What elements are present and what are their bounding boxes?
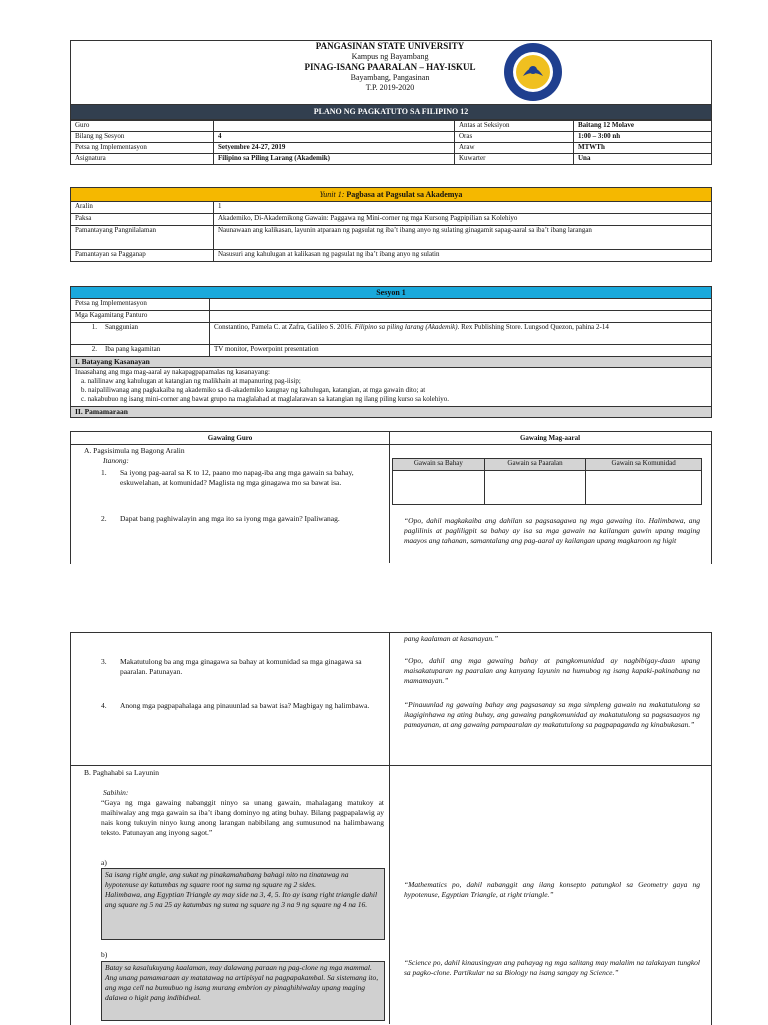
- school-name: PINAG-ISANG PAARALAN – HAY-ISKUL: [304, 62, 476, 72]
- gawain-header-paaralan: Gawain sa Paaralan: [484, 459, 586, 471]
- yunit-label: Paksa: [71, 214, 214, 226]
- info-label: Petsa ng Implementasyon: [71, 143, 214, 154]
- school-year: T.P. 2019-2020: [365, 83, 415, 92]
- iba-value: TV monitor, Powerpoint presentation: [210, 345, 712, 357]
- yunit-row: [71, 250, 712, 262]
- yunit-row: [71, 214, 712, 226]
- info-label: Asignatura: [71, 154, 214, 165]
- info-value-right: 1:00 – 3:00 nh: [574, 132, 712, 143]
- yunit-title-bar: [70, 187, 712, 202]
- sanggunian-publisher: Rex Publishing Store. Lungsod Quezon, pahina 2-14: [459, 323, 609, 331]
- row-divider-b: [70, 765, 712, 766]
- gawain-cell-komunidad: [586, 471, 702, 505]
- activity-b-label: B. Paghahabi sa Layunin: [84, 768, 159, 777]
- yunit-label: Aralin: [71, 202, 214, 214]
- info-value: 4: [214, 132, 455, 143]
- gawain-cell-paaralan: [484, 471, 586, 505]
- batayang-list: [75, 377, 707, 404]
- option-a-box: Sa isang right angle, ang sukat ng pinakamahabang bahagi nito na tinatawag na hypotenuse ay katumbas ng square root ng suma ng square ng 2 sides. Halimbawa, ang Egyptian Triangle ay may side na 3, 4, 5. Ito ay isang right triangle dahil ang square ng 5 na 25 ay katumbas ng suma ng square ng 3 na 9 ng square ng 4 na 16.: [101, 868, 385, 940]
- info-table: [70, 120, 712, 165]
- info-value: Filipino sa Piling Larang (Akademik): [214, 154, 455, 165]
- column-divider-1: [389, 431, 390, 563]
- answer-3: “Opo, dahil ang mga gawaing bahay at pangkomunidad ay nagbibigay-daan upang maisakatuparan ng paaralan ang kanyang layunin na humubog ng isang kapaki-pakinabang na mamamayan.”: [404, 656, 700, 685]
- info-row: [71, 154, 712, 165]
- column-divider-2: [389, 632, 390, 1024]
- info-label-right: Kuwarter: [455, 154, 574, 165]
- sanggunian-book-title: Filipino sa piling larang (Akademik).: [354, 323, 460, 331]
- yunit-value: 1: [214, 202, 712, 214]
- col-guro-header: Gawaing Guro: [207, 434, 253, 442]
- university-name: PANGASINAN STATE UNIVERSITY: [315, 41, 465, 51]
- info-value: [214, 121, 455, 132]
- batayang-intro: Inaasahang ang mga mag-aaral ay nakapagpapamalas ng kasanayang:: [75, 368, 270, 376]
- sabihin-label: Sabihin:: [103, 788, 129, 797]
- answer-a: “Mathematics po, dahil nabanggit ang ilang konsepto patungkol sa Geometry gaya ng hypotenuse, Egyptian Triangle, at right triangle.”: [404, 880, 700, 899]
- info-label-right: Antas at Seksiyon: [455, 121, 574, 132]
- yunit-table: [70, 201, 712, 262]
- yunit-value: Nasusuri ang kahulugan at kalikasan ng pagsulat ng iba’t ibang anyo ng sulatin: [214, 250, 712, 262]
- column-header-line-1: [70, 444, 712, 445]
- info-label: Bilang ng Sesyon: [71, 132, 214, 143]
- sanggunian-text: Sanggunian: [105, 323, 139, 331]
- iba-text: Iba pang kagamitan: [105, 345, 161, 353]
- q3-num: 3.: [101, 657, 107, 666]
- col-magaaral-header: Gawaing Mag-aaral: [519, 434, 581, 442]
- yunit-value: Akademiko, Di-Akademikong Gawain: Paggawa ng Mini-corner ng mga Kursong Pagpipilian sa Kolehiyo: [214, 214, 712, 226]
- info-label-right: Araw: [455, 143, 574, 154]
- info-value-right: Baitang 12 Molave: [574, 121, 712, 132]
- yunit-prefix: Yunit 1:: [319, 190, 345, 199]
- q1-text: Sa iyong pag-aaral sa K to 12, paano mo napag-iba ang mga gawain sa bahay, eskuwelahan, at komunidad? Maglista ng mga ginagawa mo sa bawat isa.: [120, 468, 354, 487]
- sanggunian-value: [210, 323, 712, 345]
- q4-num: 4.: [101, 701, 107, 710]
- sanggunian-authors: Constantino, Pamela C. at Zafra, Galileo S. 2016.: [214, 323, 355, 331]
- iba-label: [71, 345, 210, 357]
- q3-text: Makatutulong ba ang mga ginagawa sa bahay at komunidad sa mga ginagawa sa paaralan. Patunayan.: [120, 657, 362, 676]
- answer-1: “Opo, dahil magkakaiba ang dahilan sa pagsasagawa ng mga gawaing ito. Halimbawa, ang paglilinis at pagliligpit sa bahay ay isa sa mga gawain na kailangan gawin upang maging maayos ang tahanan, samantalang ang pag-aaral ay kailangan upang magkaroon ng higit: [404, 516, 700, 545]
- option-a-label: a): [101, 858, 107, 867]
- activity-b-prompt: “Gaya ng mga gawaing nabanggit ninyo sa unang gawain, mahalagang matukoy at maihiwalay ang mga gawain sa iba’t ibang dominyo ng ating buhay. Bilang pagpapalawig ay nais kong tukuyin ninyo kung anong larangan nabibilang ang sumusunod na halimbawang teksto. Patunayan ang inyong sagot.”: [101, 798, 384, 837]
- answer-4: “Pinauunlad ng gawaing bahay ang pagsasanay sa mga simpleng gawain na makatutulong sa ikagiginhawa ng ating buhay, ang gawaing pangkomunidad ay makatutulong sa pagsasaayos ng pamayanan, at ang gawaing pampaaralan ay makatutulong sa pagpapaganda ng kinabukasan.”: [404, 700, 700, 729]
- q2-num: 2.: [101, 514, 107, 523]
- answer-b: “Science po, dahil kinausingyan ang pahayag ng mga salitang may malalim na talakayan tungkol sa pagko-clone. Partikular na sa Biology na isang sangay ng Science.”: [404, 958, 700, 977]
- q4-text: Anong mga pagpapahalaga ang pinauunlad sa bawat isa? Magbigay ng halimbawa.: [120, 701, 370, 710]
- q2-text: Dapat bang paghiwalayin ang mga ito sa iyong mga gawain? Ipaliwanag.: [120, 514, 340, 523]
- gawain-header-komunidad: Gawain sa Komunidad: [586, 459, 702, 471]
- yunit-row: [71, 202, 712, 214]
- itanong-label: Itanong:: [103, 456, 129, 465]
- gawain-header-bahay: Gawain sa Bahay: [393, 459, 485, 471]
- sesyon-table: [70, 298, 712, 418]
- petsa-value: [210, 299, 712, 311]
- yunit-label: Pamantayan sa Pagganap: [71, 250, 214, 262]
- info-value-right: MTWTh: [574, 143, 712, 154]
- kagamitan-label: Mga Kagamitang Panturo: [71, 311, 210, 323]
- batayang-item-c: c. nakabubuo ng isang mini-corner ang bawat grupo na maglalahad at maglalarawan sa katangian ng ilang piling kurso sa kolehiyo.: [81, 395, 449, 403]
- info-label-right: Oras: [455, 132, 574, 143]
- kagamitan-value: [210, 311, 712, 323]
- iba-num: 2.: [91, 345, 97, 353]
- yunit-label: Pamantayang Pangnilalaman: [71, 226, 214, 250]
- info-row: [71, 121, 712, 132]
- answer-1-continued: pang kaalaman at kasanayan.”: [404, 634, 499, 643]
- info-label: Guro: [71, 121, 214, 132]
- option-b-label: b): [101, 950, 108, 959]
- info-row: [71, 143, 712, 154]
- yunit-value: Naunawaan ang kalikasan, layunin atparaan ng pagsulat ng iba’t ibang anyo ng sulating ginagamit sapag-aaral sa iba’t ibang larangan: [214, 226, 712, 250]
- batayang-item-a: a. nalilinaw ang kahulugan at katangian ng malikhain at mapanuring pag-iisip;: [81, 377, 301, 385]
- sanggunian-label: [71, 323, 210, 345]
- gawain-table: [392, 458, 702, 505]
- yunit-title: Pagbasa at Pagsulat sa Akademya: [344, 190, 463, 199]
- batayang-title: I. Batayang Kasanayan: [71, 357, 712, 368]
- pamamaraan-title: II. Pamamaraan: [71, 407, 712, 418]
- info-row: [71, 132, 712, 143]
- info-value: Setyembre 24-27, 2019: [214, 143, 455, 154]
- info-value-right: Una: [574, 154, 712, 165]
- yunit-row: [71, 226, 712, 250]
- school-location: Bayambang, Pangasinan: [350, 73, 430, 82]
- batayang-content: [71, 368, 712, 407]
- plan-title-bar: PLANO NG PAGKATUTO SA FILIPINO 12: [70, 104, 712, 120]
- gawain-cell-bahay: [393, 471, 485, 505]
- campus-name: Kampus ng Bayambang: [351, 52, 429, 61]
- option-b-box: Batay sa kasalukuyang kaalaman, may dalawang paraan ng pag-clone ng mga mammal. Ang unang pamamaraan ay matatawag na artipisyal na pagpapakambal. Sa sistemang ito, ang mga cell na bumubuo ng isang murang embrion ay pinaghihiwalay upang maging dalawa o higit pang indibidwal.: [101, 961, 385, 1021]
- petsa-label: Petsa ng Implementasyon: [71, 299, 210, 311]
- sanggunian-num: 1.: [91, 323, 97, 331]
- batayang-item-b: b. naipaliliwanag ang pagkakaiba ng akademiko sa di-akademiko kaugnay ng kahulugan, katangian, at mga gawain dito; at: [81, 386, 426, 394]
- q1-num: 1.: [101, 468, 107, 477]
- seal-logo: [503, 42, 563, 102]
- activity-a-label: A. Pagsisimula ng Bagong Aralin: [84, 446, 185, 455]
- sesyon-title-bar: Sesyon 1: [70, 286, 712, 299]
